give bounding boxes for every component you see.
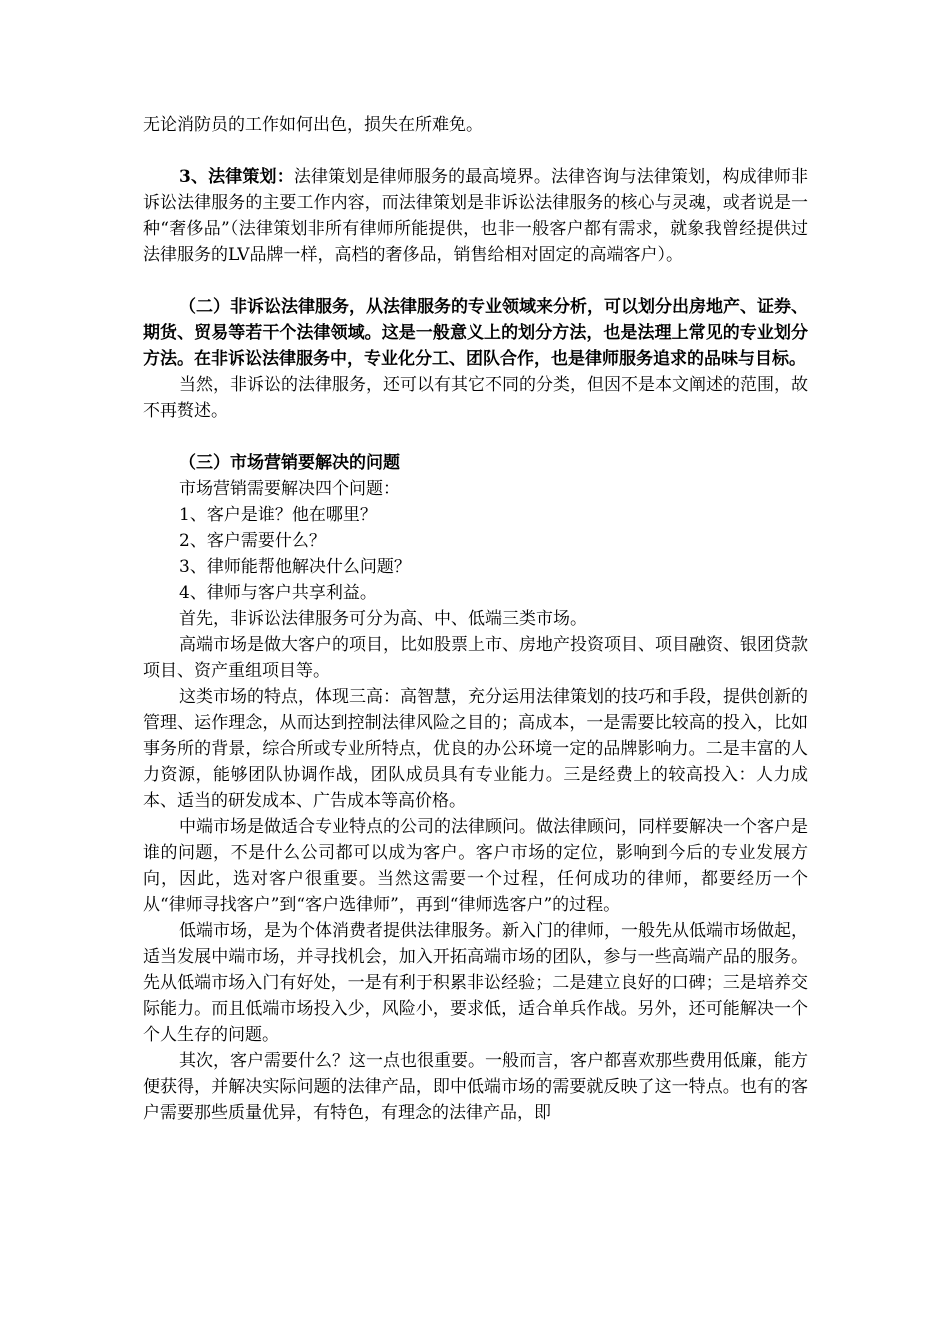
legal-planning-heading: 3、法律策划 [179, 167, 277, 187]
body-paragraph: 中端市场是做适合专业特点的公司的法律顾问。做法律顾问，同样要解决一个客户是谁的问题，不是什么公司都可以成为客户。客户市场的定位，影响到今后的专业发展方向，因此，选对客户很重要。当然这需要一个过程，任何成功的律师，都要经历一个从“律师寻找客户”到“客户选律师”，再到“律师选客户”的过程。 [143, 817, 808, 915]
body-paragraph: 其次，客户需要什么？这一点也很重要。一般而言，客户都喜欢那些费用低廉，能方便获得，并解决实际问题的法律产品，即中低端市场的需要就反映了这一特点。也有的客户需要那些质量优异，有特色，有理念的法律产品，即 [143, 1051, 808, 1123]
question-item: 2、客户需要什么？ [179, 531, 326, 551]
continuation-line: 无论消防员的工作如何出色，损失在所难免。 [143, 115, 483, 135]
body-paragraph: 低端市场，是为个体消费者提供法律服务。新入门的律师，一般先从低端市场做起，适当发展中端市场，并寻找机会，加入开拓高端市场的团队，参与一些高端产品的服务。先从低端市场入门有好处，一是有利于积累非讼经验；二是建立良好的口碑；三是培养交际能力。而且低端市场投入少，风险小，要求低，适合单兵作战。另外，还可能解决一个个人生存的问题。 [143, 921, 808, 1045]
question-item: 3、律师能帮他解决什么问题？ [179, 557, 411, 577]
legal-planning-text: 法律策划是律师服务的最高境界。法律咨询与法律策划，构成律师非诉讼法律服务的主要工作内容，而法律策划是非诉讼法律服务的核心与灵魂，或者说是一种“奢侈品”（法律策划非所有律师所能提供，也非一般客户都有需求，就象我曾经提供过法律服务的LV品牌一样，高档的奢侈品，销售给相对固定的高端客户）。 [143, 167, 809, 265]
section-3-intro: 市场营销需要解决四个问题： [179, 479, 400, 499]
body-paragraph: 首先，非诉讼法律服务可分为高、中、低端三类市场。 [179, 609, 587, 629]
question-item: 4、律师与客户共享利益。 [179, 583, 377, 603]
legal-planning-colon: ： [276, 167, 294, 187]
section-2-body: 当然，非诉讼的法律服务，还可以有其它不同的分类，但因不是本文阐述的范围，故不再赘述。 [143, 375, 808, 421]
body-paragraph: 这类市场的特点，体现三高：高智慧，充分运用法律策划的技巧和手段，提供创新的管理、运作理念，从而达到控制法律风险之目的；高成本，一是需要比较高的投入，比如事务所的背景，综合所或专业所特点，优良的办公环境一定的品牌影响力。二是丰富的人力资源，能够团队协调作战，团队成员具有专业能力。三是经费上的较高投入：人力成本、适当的研发成本、广告成本等高价格。 [143, 687, 808, 811]
section-3-heading: （三）市场营销要解决的问题 [179, 453, 400, 473]
legal-planning-paragraph [143, 164, 808, 268]
section-2-bold-paragraph: （二）非诉讼法律服务，从法律服务的专业领域来分析，可以划分出房地产、证券、期货、贸易等若干个法律领域。这是一般意义上的划分方法，也是法理上常见的专业划分方法。在非诉讼法律服务中，专业化分工、团队合作，也是律师服务追求的品味与目标。 [143, 297, 808, 369]
question-item: 1、客户是谁？他在哪里？ [179, 505, 377, 525]
document-body [143, 112, 808, 1126]
body-paragraph: 高端市场是做大客户的项目，比如股票上市、房地产投资项目、项目融资、银团贷款项目、资产重组项目等。 [143, 635, 808, 681]
